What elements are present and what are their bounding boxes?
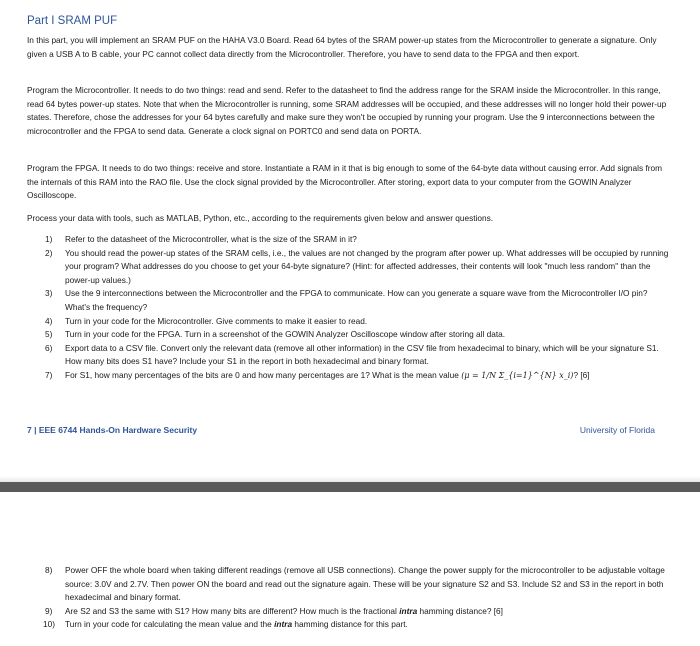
fpga-paragraph: Program the FPGA. It needs to do two things: receive and store. Instantiate a RAM in it that is big enough to some of the 64-byte data without causing error. Add signals from the internals of this RAM into the RAO file. Use the clock signal provided by the Microcontroller. After storing, export data to your computer from the GOWIN Analyzer Oscilloscope.	[27, 163, 663, 201]
list-item: 2) You should read the power-up states of the SRAM cells, i.e., the values are not changed by the program after power up. What addresses will be occupied by running your program? What addresses do you choose to get your 64-byte signature? (Hint: for affected addresses, their contents will look "much less random" than the power-up values.)	[45, 247, 669, 285]
list-item: 10) Turn in your code for calculating the mean value and the intra hamming distance for this part.	[43, 619, 408, 630]
page-divider	[0, 482, 700, 492]
intra-emphasis: intra	[399, 605, 418, 616]
list-item: 8) Power OFF the whole board when taking different readings (remove all USB connections). Change the power supply for the microcontroller to be adjustable voltage source: 3.0V and 2.7V. Then power ON the board and read out the signature again. These will be your signature S2 and S3. Include S2 and S3 in the report in both hexadecimal and binary format.	[45, 565, 665, 603]
mean-formula: (μ = 1/N Σ_{i=1}^{N} x_i)	[461, 370, 574, 380]
microcontroller-paragraph: Program the Microcontroller. It needs to do two things: read and send. Refer to the datasheet to find the address range for the SRAM inside the Microcontroller. In this range, read 64 bytes power-up states. Note that when the Microcontroller is running, some SRAM addresses will be occupied, and these addresses will no longer hold their power-up states. Therefore, chose the addresses for your 64 bytes carefully and make sure they won't be occupied by running your program. Use the 9 interconnections between the microcontroller and the FPGA to send data. Generate a clock signal on PORTC0 and send data on PORTA.	[27, 85, 667, 136]
question-list	[45, 233, 670, 383]
list-item: 9) Are S2 and S3 the same with S1? How many bits are different? How much is the fractional intra hamming distance? [6]	[45, 605, 503, 616]
process-paragraph: Process your data with tools, such as MATLAB, Python, etc., according to the requirements given below and answer questions.	[27, 213, 494, 223]
intro-paragraph: In this part, you will implement an SRAM PUF on the HAHA V3.0 Board. Read 64 bytes of the SRAM power-up states from the Microcontroller to generate a signature. Only given a USB A to B cable, your PC cannot collect data directly from the Microcontroller. Therefore, you have to send data to the FPGA and then export.	[27, 35, 657, 59]
question-list-continued	[45, 564, 670, 632]
intra-emphasis: intra	[274, 619, 293, 630]
list-item: 4) Turn in your code for the Microcontroller. Give comments to make it easier to read.	[45, 315, 368, 326]
list-item: 5) Turn in your code for the FPGA. Turn in a screenshot of the GOWIN Analyzer Oscilloscope window after storing all data.	[45, 329, 506, 340]
footer-university: University of Florida	[579, 425, 655, 435]
list-item: 3) Use the 9 interconnections between the Microcontroller and the FPGA to communicate. How can you generate a square wave from the Microcontroller I/O pin? What's the frequency?	[45, 288, 648, 312]
list-item: 6) Export data to a CSV file. Convert only the relevant data (remove all other information) in the CSV file from hexadecimal to binary, which will be your signature S1. How many bits does S1 have? Include your S1 in the report in both hexadecimal and binary format.	[45, 342, 659, 367]
footer-course: 7 | EEE 6744 Hands-On Hardware Security	[27, 425, 198, 435]
part-title: Part I SRAM PUF	[27, 15, 118, 27]
list-item: 7) For S1, how many percentages of the bits are 0 and how many percentages are 1? What is the mean value (μ = 1/N Σ_{i=1}^{N} x_i)? [6]	[45, 369, 590, 380]
list-item: 1) Refer to the datasheet of the Microcontroller, what is the size of the SRAM in it?	[45, 234, 357, 244]
